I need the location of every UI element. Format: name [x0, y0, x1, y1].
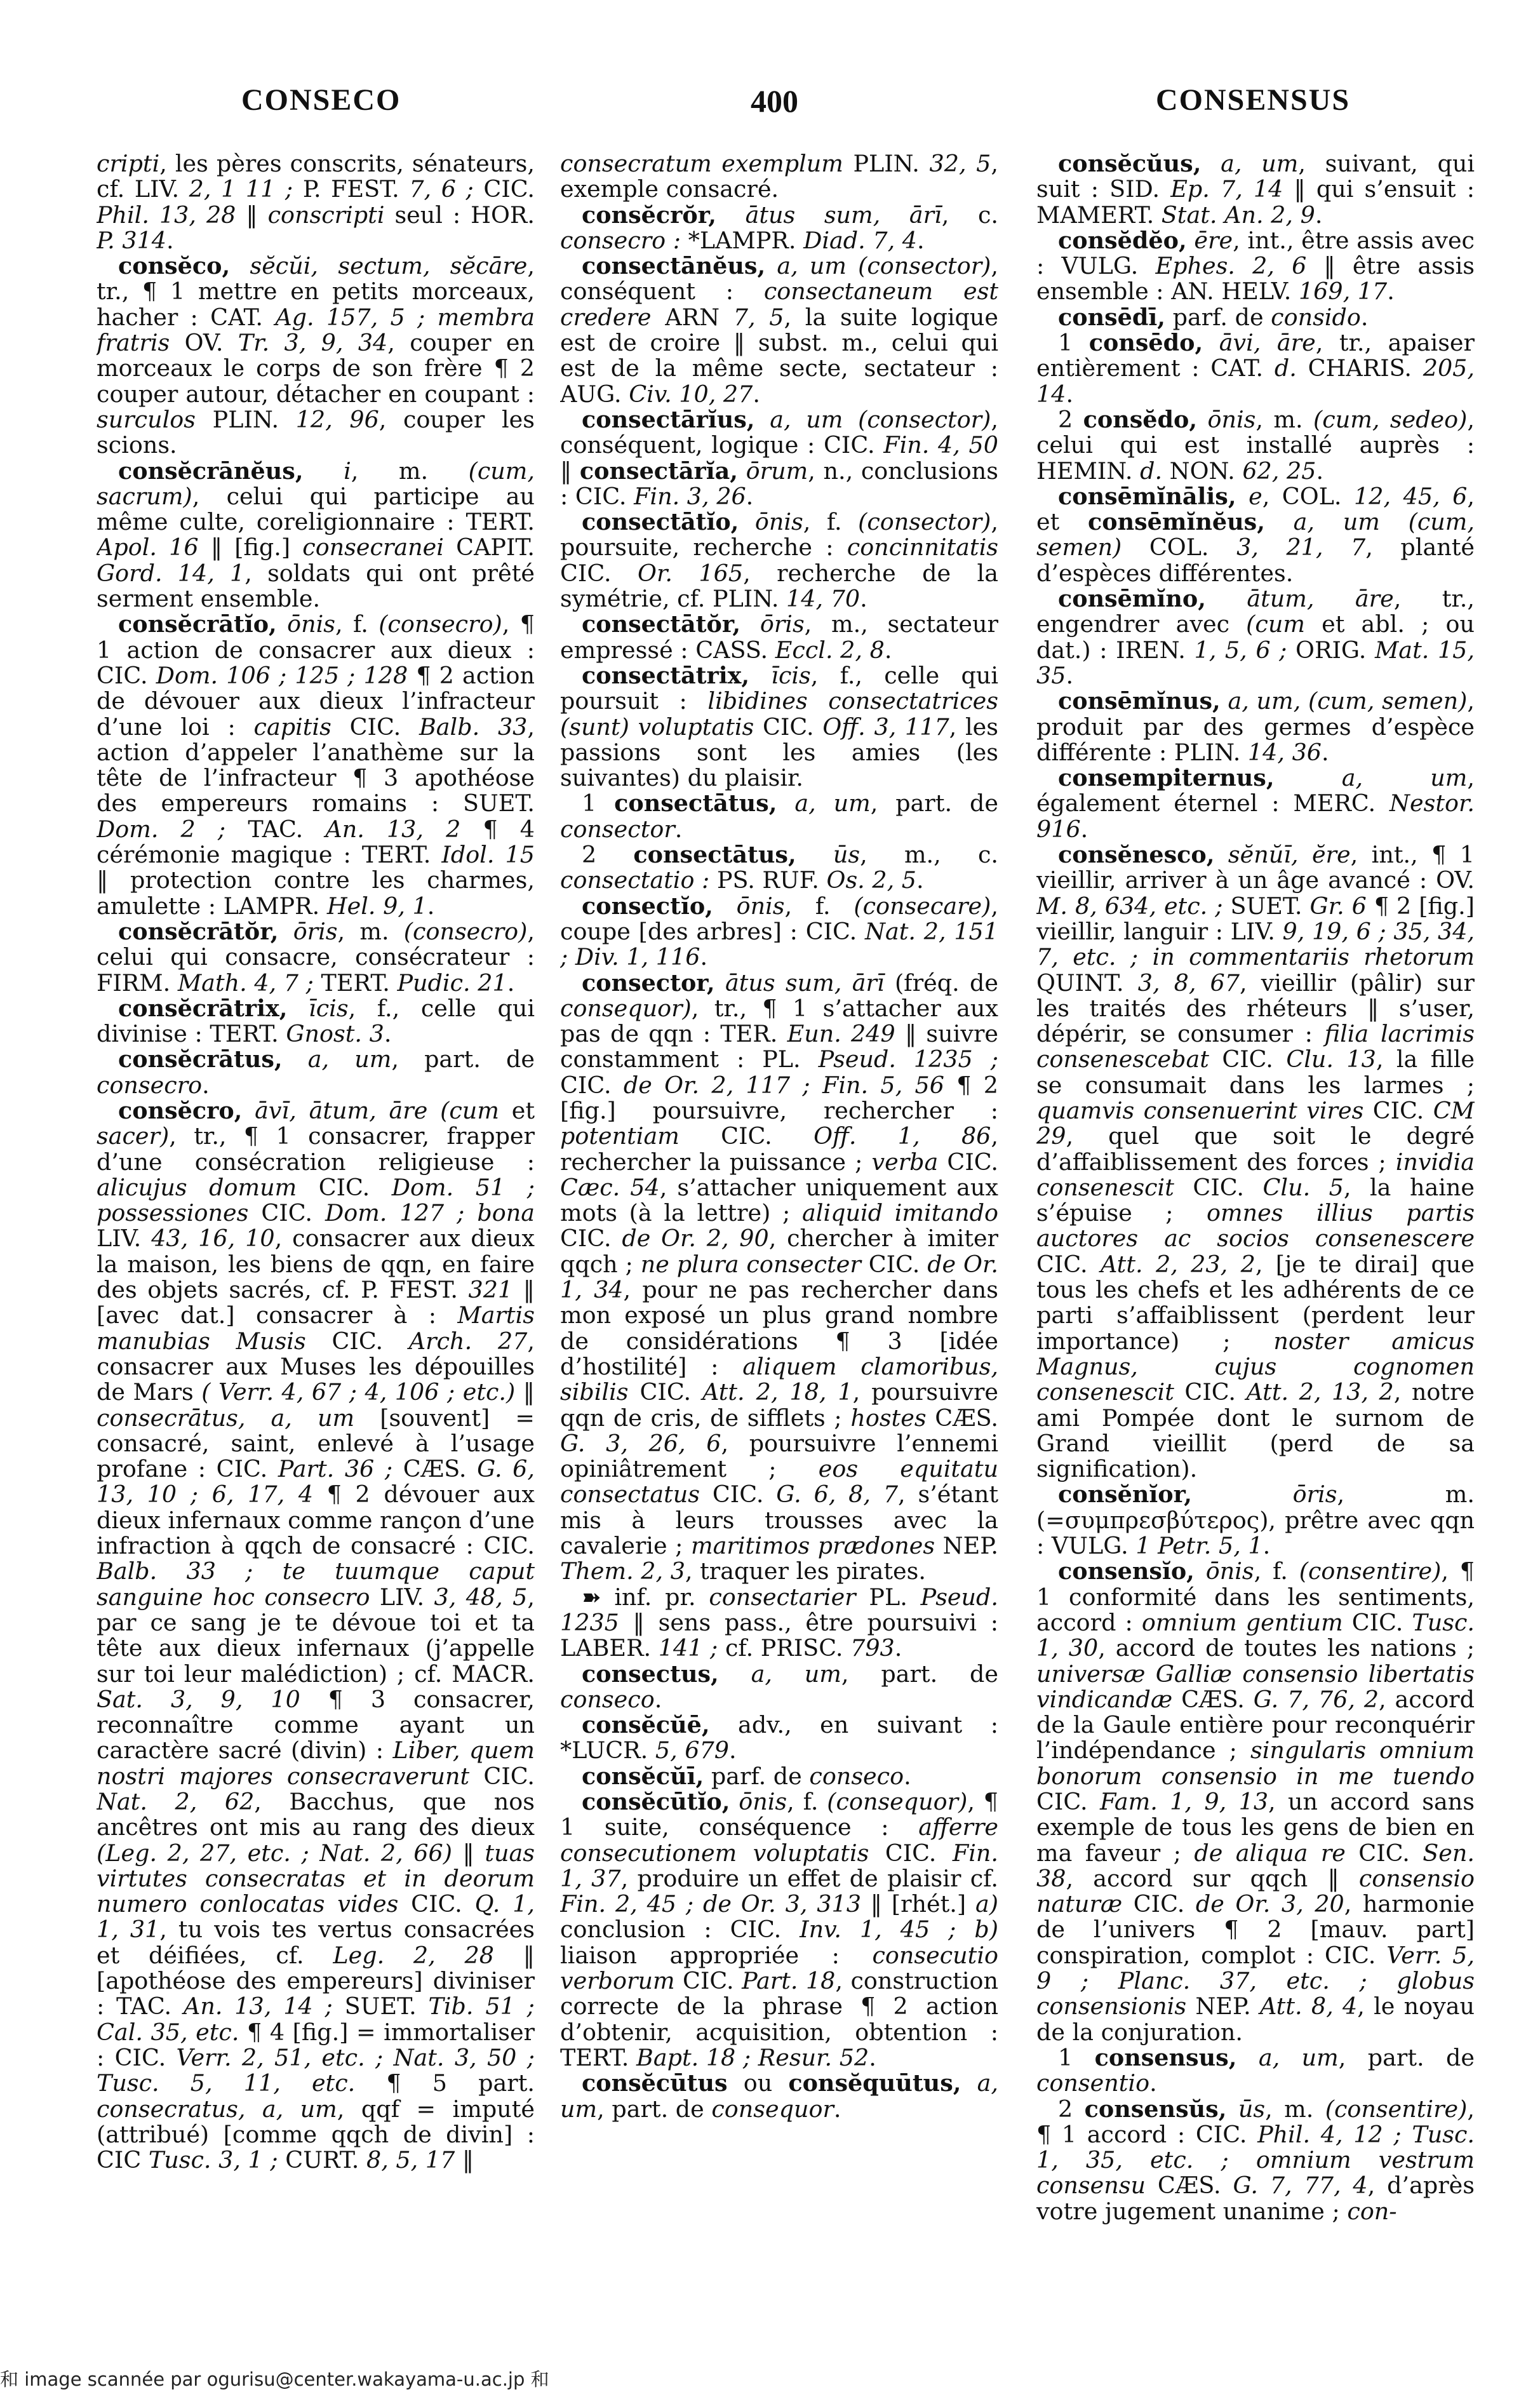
dictionary-entry: consĕcŭus, a, um, suivant, qui suit : SID. Ep. 7, 14 ‖ qui s’ensuit : MAMERT. Stat. An. 2, 9. [1036, 151, 1475, 229]
dictionary-entry: consectānĕus, a, um (consector), conséquent : consectaneum est credere ARN 7, 5, la suite logique est de croire ‖ subst. m., celui qui est de la même secte, sectateur : AUG. Civ. 10, 27. [560, 252, 998, 408]
dictionary-entry: 2 consectātus, ūs, m., c. consectatio : PS. RUF. Os. 2, 5. [560, 841, 998, 894]
dictionary-entry: consectātĭo, ōnis, f. (consector), poursuite, recherche : concinnitatis CIC. Or. 165, recherche de la symétrie, cf. PLIN. 14, 70. [560, 508, 998, 613]
dictionary-entry: consensĭo, ōnis, f. (consentire), ¶ 1 conformité dans les sentiments, accord : omnium gentium CIC. Tusc. 1, 30, accord de toutes les nations ; universæ Galliæ consensio libertatis vindicandæ CÆS. G. 7, 76, 2, accord de la Gaule entière pour reconquérir l’indépendance ; singularis omnium bonorum consensio in me tuendo CIC. Fam. 1, 9, 13, un accord sans exemple de tous les gens de bien en ma faveur ; de aliqua re CIC. Sen. 38, accord sur qqch ‖ consensio naturæ CIC. de Or. 3, 20, harmonie de l’univers ¶ 2 [mauv. part] conspiration, complot : CIC. Verr. 5, 9 ; Planc. 37, etc. ; globus consensionis NEP. Att. 8, 4, le noyau de la conjuration. [1036, 1557, 1475, 2046]
dictionary-entry: consĕcrānĕus, i, m. (cum, sacrum), celui qui participe au même culte, coreligionnaire : TERT. Apol. 16 ‖ [fig.] consecranei CAPIT. Gord. 14, 1, soldats qui ont prêté serment ensemble. [97, 457, 535, 613]
dictionary-entry: consĕcrātus, a, um, part. de consecro. [97, 1045, 535, 1099]
dictionary-entry: consĕcrŏr, ātus sum, ārī, c. consecro : *LAMPR. Diad. 7, 4. [560, 201, 998, 254]
dictionary-entry: consĕcŭē, adv., en suivant : *LUCR. 5, 679. [560, 1711, 998, 1764]
dictionary-entry: consĕnĭor, ōris, m. (=συμπρεσβύτερος), prêtre avec qqn : VULG. 1 Petr. 5, 1. [1036, 1481, 1475, 1560]
dictionary-entry: consectārĭus, a, um (consector), conséquent, logique : CIC. Fin. 4, 50 ‖ consectārĭa, ōrum, n., conclusions : CIC. Fin. 3, 26. [560, 405, 998, 510]
scan-credit-footer: 和 image scannée par ogurisu@center.wakayama-u.ac.jp 和 [0, 2369, 549, 2390]
dictionary-entry: consĕcrātŏr, ōris, m. (consecro), celui qui consacre, consécrateur : FIRM. Math. 4, 7 ; TERT. Pudic. 21. [97, 917, 535, 997]
dictionary-entry: consēdī, parf. de consido. [1058, 303, 1369, 331]
dictionary-entry: consēmĭnus, a, um, (cum, semen), produit par des germes d’espèce différente : PLIN. 14, 36. [1036, 687, 1475, 766]
text-column-middle [560, 151, 998, 2336]
dictionary-entry: consĕcūtĭo, ōnis, f. (consequor), ¶ 1 suite, conséquence : afferre consecutionem voluptatis CIC. Fin. 1, 37, produire un effet de plaisir cf. Fin. 2, 45 ; de Or. 3, 313 ‖ [rhét.] a) conclusion : CIC. Inv. 1, 45 ; b) liaison appropriée : consecutio verborum CIC. Part. 18, construction correcte de la phrase ¶ 2 action d’obtenir, acquisition, obtention : TERT. Bapt. 18 ; Resur. 52. [560, 1788, 998, 2071]
dictionary-entry: consĕcro, āvī, ātum, āre (cum et sacer), tr., ¶ 1 consacrer, frapper d’une consécration religieuse : alicujus domum CIC. Dom. 51 ; possessiones CIC. Dom. 127 ; bona LIV. 43, 16, 10, consacrer aux dieux la maison, les biens de qqn, en faire des objets sacrés, cf. P. FEST. 321 ‖ [avec dat.] consacrer à : Martis manubias Musis CIC. Arch. 27, consacrer aux Muses les dépouilles de Mars ( Verr. 4, 67 ; 4, 106 ; etc.) ‖ consecrātus, a, um [souvent] = consacré, saint, enlevé à l’usage profane : CIC. Part. 36 ; CÆS. G. 6, 13, 10 ; 6, 17, 4 ¶ 2 dévouer aux dieux infernaux comme rançon d’une infraction à qqch de consacré : CIC. Balb. 33 ; te tuumque caput sanguine hoc consecro LIV. 3, 48, 5, par ce sang je te dévoue toi et ta tête aux dieux infernaux (j’appelle sur toi leur malédiction) ; cf. MACR. Sat. 3, 9, 10 ¶ 3 consacrer, reconnaître comme ayant un caractère sacré (divin) : Liber, quem nostri majores consecraverunt CIC. Nat. 2, 62, Bacchus, que nos ancêtres ont mis au rang des dieux (Leg. 2, 27, etc. ; Nat. 2, 66) ‖ tuas virtutes consecratas et in deorum numero conlocatas vides CIC. Q. 1, 1, 31, tu vois tes vertus consacrées et déifiées, cf. Leg. 2, 28 ‖ [apothéose des empereurs] diviniser : TAC. An. 13, 14 ; SUET. Tib. 51 ; Cal. 35, etc. ¶ 4 [fig.] = immortaliser : CIC. Verr. 2, 51, etc. ; Nat. 3, 50 ; Tusc. 5, 11, etc. ¶ 5 part. consecratus, a, um, qqf = imputé (attribué) [comme qqch de divin] : CIC Tusc. 3, 1 ; CURT. 8, 5, 17 ‖ [97, 1096, 535, 2174]
dictionary-entry: consectĭo, ōnis, f. (consecare), coupe [des arbres] : CIC. Nat. 2, 151 ; Div. 1, 116. [560, 892, 998, 971]
dictionary-entry: consectus, a, um, part. de conseco. [560, 1660, 998, 1713]
page-header [0, 83, 1540, 127]
dictionary-entry: consempiternus, a, um, également éternel : MERC. Nestor. 916. [1036, 764, 1475, 843]
dictionary-entry: consĕdĕo, ēre, int., être assis avec : VULG. Ephes. 2, 6 ‖ être assis ensemble : AN. HELV. 169, 17. [1036, 226, 1475, 306]
header-first-word: CONSECO [241, 83, 401, 117]
dictionary-entry: consecratum exemplum PLIN. 32, 5, exemple consacré. [560, 151, 998, 203]
dictionary-entry: 1 consēdo, āvi, āre, tr., apaiser entièrement : CAT. d. CHARIS. 205, 14. [1036, 329, 1475, 408]
dictionary-entry: 2 consensŭs, ūs, m. (consentire), ¶ 1 accord : CIC. Phil. 4, 12 ; Tusc. 1, 35, etc. ; omnium vestrum consensu CÆS. G. 7, 77, 4, d’après votre jugement unanime ; con- [1036, 2095, 1475, 2225]
dictionary-entry: consector, ātus sum, ārī (fréq. de consequor), tr., ¶ 1 s’attacher aux pas de qqn : TER. Eun. 249 ‖ suivre constamment : PL. Pseud. 1235 ; CIC. de Or. 2, 117 ; Fin. 5, 56 ¶ 2 [fig.] poursuivre, rechercher : potentiam CIC. Off. 1, 86, rechercher la puissance ; verba CIC. Cæc. 54, s’attacher uniquement aux mots (à la lettre) ; aliquid imitando CIC. de Or. 2, 90, chercher à imiter qqch ; ne plura consecter CIC. de Or. 1, 34, pour ne pas rechercher dans mon exposé un plus grand nombre de considérations ¶ 3 [idée d’hostilité] : aliquem clamoribus, sibilis CIC. Att. 2, 18, 1, poursuivre qqn de cris, de sifflets ; hostes CÆS. G. 3, 26, 6, poursuivre l’ennemi opiniâtrement ; eos equitatu consectatus CIC. G. 6, 8, 7, s’étant mis à leurs trousses avec la cavalerie ; maritimos prædones NEP. Them. 2, 3, traquer les pirates. [560, 969, 998, 1585]
dictionary-entry: consectātrix, īcis, f., celle qui poursuit : libidines consectatrices (sunt) voluptatis CIC. Off. 3, 117, les passions sont les amies (les suivantes) du plaisir. [560, 661, 998, 792]
dictionary-entry: consĕnesco, sĕnŭī, ĕre, int., ¶ 1 vieillir, arriver à un âge avancé : OV. M. 8, 634, etc. ; SUET. Gr. 6 ¶ 2 [fig.] vieillir, languir : LIV. 9, 19, 6 ; 35, 34, 7, etc. ; in commentariis rhetorum QUINT. 3, 8, 67, vieillir (pâlir) sur les traités des rhéteurs ‖ s’user, dépérir, se consumer : filia lacrimis consenescebat CIC. Clu. 13, la fille se consumait dans les larmes ; quamvis consenuerint vires CIC. CM 29, quel que soit le degré d’affaiblissement des forces ; invidia consenescit CIC. Clu. 5, la haine s’épuise ; omnes illius partis auctores ac socios consenescere CIC. Att. 2, 23, 2, [je te dirai] que tous les chefs et les adhérents de ce parti s’affaiblissent (perdent leur importance) ; noster amicus Magnus, cujus cognomen consenescit CIC. Att. 2, 13, 2, notre ami Pompée dont le surnom de Grand vieillit (perd de sa signification). [1036, 841, 1475, 1483]
dictionary-entry: consĕcrātrix, īcis, f., celle qui divinise : TERT. Gnost. 3. [97, 994, 535, 1048]
dictionary-entry: consĕcŭī, parf. de conseco. [582, 1762, 911, 1790]
dictionary-entry: ➽ inf. pr. consectarier PL. Pseud. 1235 ‖ sens pass., être poursuivi : LABER. 141 ; cf. PRISC. 793. [560, 1583, 998, 1662]
dictionary-entry: consēmĭnālis, e, COL. 12, 45, 6, et consēmĭnĕus, a, um (cum, semen) COL. 3, 21, 7, planté d’espèces différentes. [1036, 482, 1475, 587]
dictionary-entry: consĕcrātĭo, ōnis, f. (consecro), ¶ 1 action de consacrer aux dieux : CIC. Dom. 106 ; 125 ; 128 ¶ 2 action de dévouer aux dieux l’infracteur d’une loi : capitis CIC. Balb. 33, action d’appeler l’anathème sur la tête de l’infracteur ¶ 3 apothéose des empereurs romains : SUET. Dom. 2 ; TAC. An. 13, 2 ¶ 4 cérémonie magique : TERT. Idol. 15 ‖ protection contre les charmes, amulette : LAMPR. Hel. 9, 1. [97, 610, 535, 920]
header-last-word: CONSENSUS [1156, 83, 1351, 117]
text-column-right [1036, 151, 1475, 2336]
dictionary-entry: cripti, les pères conscrits, sénateurs, cf. LIV. 2, 1 11 ; P. FEST. 7, 6 ; CIC. Phil. 13, 28 ‖ conscripti seul : HOR. P. 314. [97, 151, 535, 254]
dictionary-entry: consĕco, sĕcŭi, sectum, sĕcāre, tr., ¶ 1 mettre en petits morceaux, hacher : CAT. Ag. 157, 5 ; membra fratris OV. Tr. 3, 9, 34, couper en morceaux le corps de son frère ¶ 2 couper autour, détacher en coupant : surculos PLIN. 12, 96, couper les scions. [97, 252, 535, 459]
dictionary-entry: consēmĭno, ātum, āre, tr., engendrer avec (cum et abl. ; ou dat.) : IREN. 1, 5, 6 ; ORIG. Mat. 15, 35. [1036, 585, 1475, 689]
dictionary-entry: 2 consĕdo, ōnis, m. (cum, sedeo), celui qui est installé auprès : HEMIN. d. NON. 62, 25. [1036, 405, 1475, 485]
text-column-left [97, 151, 535, 2336]
page-number: 400 [751, 83, 798, 119]
dictionary-entry: 1 consensus, a, um, part. de consentio. [1036, 2043, 1475, 2097]
dictionary-entry: consĕcūtus ou consĕquūtus, a, um, part. de consequor. [560, 2069, 998, 2123]
dictionary-entry: 1 consectātus, a, um, part. de consector. [560, 790, 998, 843]
dictionary-entry: consectātŏr, ōris, m., sectateur empressé : CASS. Eccl. 2, 8. [560, 610, 998, 664]
